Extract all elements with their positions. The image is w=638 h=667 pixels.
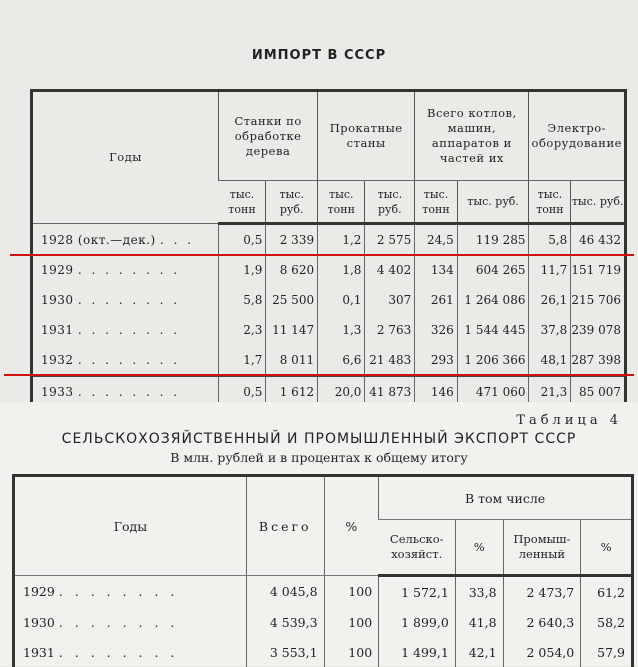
value-cell: 1 264 086 <box>457 285 529 315</box>
value-cell: 0,1 <box>318 285 365 315</box>
value-cell: 2 054,0 <box>503 637 581 667</box>
value-cell: 58,2 <box>581 607 633 637</box>
unit-header: тыс. руб. <box>571 181 626 224</box>
value-cell: 26,1 <box>529 285 571 315</box>
table-number: Таблица 4 <box>516 413 622 428</box>
year-cell: 1931 . . . . . . . . <box>23 644 179 660</box>
value-cell: 100 <box>324 576 379 608</box>
header-industrial-percent: % <box>581 520 633 576</box>
year-cell: 1929 . . . . . . . . <box>41 263 181 277</box>
value-cell: 2,3 <box>219 315 266 345</box>
header-percent: % <box>324 476 379 576</box>
value-cell: 1,7 <box>219 345 266 376</box>
year-cell: 1930 . . . . . . . . <box>23 614 179 630</box>
value-cell: 24,5 <box>415 224 458 256</box>
header-including: В том числе <box>379 476 633 520</box>
value-cell: 3 553,1 <box>246 637 324 667</box>
value-cell: 261 <box>415 285 458 315</box>
header-industrial: Промыш-ленный <box>503 520 581 576</box>
red-underline-1928 <box>10 254 634 256</box>
year-cell: 1928 (окт.—дек.) . . . <box>41 232 195 247</box>
value-cell: 1 612 <box>266 376 318 409</box>
value-cell: 2 473,7 <box>503 576 581 608</box>
value-cell: 8 620 <box>266 255 318 285</box>
value-cell: 1,8 <box>318 255 365 285</box>
value-cell: 100 <box>324 607 379 637</box>
value-cell: 100 <box>324 637 379 667</box>
red-underline-1932 <box>4 374 634 376</box>
value-cell: 151 719 <box>571 255 626 285</box>
export-table-title: СЕЛЬСКОХОЗЯЙСТВЕННЫЙ И ПРОМЫШЛЕННЫЙ ЭКСПОРТ СССР <box>61 431 577 447</box>
table-row <box>14 637 633 667</box>
unit-header: тыс. тонн <box>219 181 266 224</box>
value-cell: 5,8 <box>219 285 266 315</box>
value-cell: 11,7 <box>529 255 571 285</box>
value-cell: 0,5 <box>219 224 266 256</box>
year-cell: 1929 . . . . . . . . <box>23 584 179 599</box>
header-total: Всего <box>246 476 324 576</box>
value-cell: 37,8 <box>529 315 571 345</box>
value-cell: 4 045,8 <box>246 576 324 608</box>
table-row <box>14 576 633 608</box>
table-row <box>32 285 626 315</box>
value-cell: 604 265 <box>457 255 529 285</box>
value-cell: 11 147 <box>266 315 318 345</box>
value-cell: 1 899,0 <box>379 607 456 637</box>
value-cell: 61,2 <box>581 576 633 608</box>
unit-header: тыс. тонн <box>529 181 571 224</box>
value-cell: 6,6 <box>318 345 365 376</box>
value-cell: 2 339 <box>266 224 318 256</box>
export-table <box>12 474 634 667</box>
table-row <box>32 315 626 345</box>
unit-header: тыс. руб. <box>266 181 318 224</box>
value-cell: 41,8 <box>455 607 503 637</box>
year-cell: 1933 . . . . . . . . <box>32 376 219 409</box>
value-cell: 1,9 <box>219 255 266 285</box>
header-electrical: Электро-оборудование <box>529 91 626 181</box>
header-agri-percent: % <box>455 520 503 576</box>
value-cell: 4 402 <box>365 255 415 285</box>
value-cell: 1,2 <box>318 224 365 256</box>
table-row <box>14 607 633 637</box>
value-cell: 85 007 <box>571 376 626 409</box>
value-cell: 471 060 <box>457 376 529 409</box>
value-cell: 0,5 <box>219 376 266 409</box>
value-cell: 57,9 <box>581 637 633 667</box>
import-table-title: ИМПОРТ В СССР <box>251 48 387 63</box>
header-boilers: Всего котлов, машин, аппаратов и частей их <box>415 91 529 181</box>
table-row <box>32 224 626 256</box>
value-cell: 1 544 445 <box>457 315 529 345</box>
value-cell: 1 206 366 <box>457 345 529 376</box>
value-cell: 4 539,3 <box>246 607 324 637</box>
table-row <box>32 345 626 376</box>
value-cell: 21,3 <box>529 376 571 409</box>
import-header-row <box>32 91 626 181</box>
value-cell: 293 <box>415 345 458 376</box>
value-cell: 326 <box>415 315 458 345</box>
value-cell: 307 <box>365 285 415 315</box>
year-cell: 1931 . . . . . . . . <box>41 323 181 337</box>
value-cell: 42,1 <box>455 637 503 667</box>
value-cell: 5,8 <box>529 224 571 256</box>
export-table-subtitle: В млн. рублей и в процентах к общему итогу <box>170 450 468 465</box>
value-cell: 20,0 <box>318 376 365 409</box>
header-years: Годы <box>32 91 219 224</box>
header-years: Годы <box>14 476 247 576</box>
header-agri: Сельско-хозяйст. <box>379 520 456 576</box>
value-cell: 1 572,1 <box>379 576 456 608</box>
table-row <box>32 255 626 285</box>
value-cell: 21 483 <box>365 345 415 376</box>
value-cell: 239 078 <box>571 315 626 345</box>
value-cell: 1 499,1 <box>379 637 456 667</box>
value-cell: 48,1 <box>529 345 571 376</box>
unit-header: тыс. руб. <box>365 181 415 224</box>
value-cell: 2 640,3 <box>503 607 581 637</box>
value-cell: 146 <box>415 376 458 409</box>
value-cell: 1,3 <box>318 315 365 345</box>
header-rolling-mills: Прокатные станы <box>318 91 415 181</box>
unit-header: тыс. тонн <box>318 181 365 224</box>
year-cell: 1932 . . . . . . . . <box>41 353 181 367</box>
year-cell: 1930 . . . . . . . . <box>41 293 181 307</box>
unit-header: тыс. руб. <box>457 181 529 224</box>
unit-header: тыс. тонн <box>415 181 458 224</box>
value-cell: 134 <box>415 255 458 285</box>
value-cell: 8 011 <box>266 345 318 376</box>
header-machine-tools: Станки по обработке дерева <box>219 91 318 181</box>
import-table <box>30 89 627 410</box>
value-cell: 215 706 <box>571 285 626 315</box>
value-cell: 2 763 <box>365 315 415 345</box>
export-header-row <box>14 476 633 520</box>
value-cell: 41 873 <box>365 376 415 409</box>
value-cell: 46 432 <box>571 224 626 256</box>
value-cell: 25 500 <box>266 285 318 315</box>
value-cell: 287 398 <box>571 345 626 376</box>
value-cell: 33,8 <box>455 576 503 608</box>
value-cell: 119 285 <box>457 224 529 256</box>
value-cell: 2 575 <box>365 224 415 256</box>
